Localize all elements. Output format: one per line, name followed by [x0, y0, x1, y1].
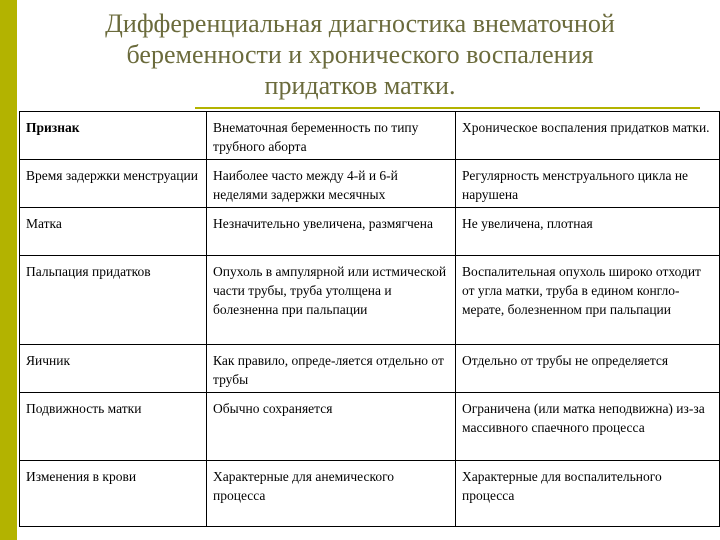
title-underline [195, 107, 700, 109]
table-row [20, 393, 720, 461]
table-cell: Регулярность менструального цикла не нарушена [456, 160, 720, 208]
table-cell: Изменения в крови [20, 461, 207, 527]
left-accent-bar [0, 0, 17, 540]
table-cell: Подвижность матки [20, 393, 207, 461]
table-row [20, 256, 720, 345]
table-cell: Не увеличена, плотная [456, 208, 720, 256]
table-cell: Ограничена (или матка неподвижна) из-за массивного спаечного процесса [456, 393, 720, 461]
table-header-row [20, 112, 720, 160]
table-cell: Время задержки менструации [20, 160, 207, 208]
table-cell: Отдельно от трубы не определяется [456, 345, 720, 393]
table-row [20, 461, 720, 527]
table-cell: Как правило, опреде-ляется отдельно от трубы [207, 345, 456, 393]
table-cell: Наиболее часто между 4-й и 6-й неделями задержки месячных [207, 160, 456, 208]
table-cell: Характерные для анемического процесса [207, 461, 456, 527]
diagnosis-table [19, 111, 720, 527]
table-cell: Матка [20, 208, 207, 256]
table-cell: Опухоль в ампулярной или истмической части трубы, труба утолщена и болезненна при пальпации [207, 256, 456, 345]
title-line: придатков матки. [264, 71, 456, 100]
table-cell: Характерные для воспалительного процесса [456, 461, 720, 527]
slide-title [40, 8, 680, 101]
table-row [20, 345, 720, 393]
header-cell-ectopic: Внематочная беременность по типу трубного аборта [207, 112, 456, 160]
header-cell-inflammation: Хроническое воспаления придатков матки. [456, 112, 720, 160]
table-row [20, 160, 720, 208]
title-line: беременности и хронического воспаления [126, 40, 594, 69]
title-line: Дифференциальная диагностика внематочной [105, 9, 615, 38]
table-cell: Яичник [20, 345, 207, 393]
header-cell-sign: Признак [20, 112, 207, 160]
table-cell: Незначительно увеличена, размягчена [207, 208, 456, 256]
table-row [20, 208, 720, 256]
table-cell: Пальпация придатков [20, 256, 207, 345]
table-cell: Обычно сохраняется [207, 393, 456, 461]
table-cell: Воспалительная опухоль широко отходит от угла матки, труба в едином конгло-мерате, болезненном при пальпации [456, 256, 720, 345]
